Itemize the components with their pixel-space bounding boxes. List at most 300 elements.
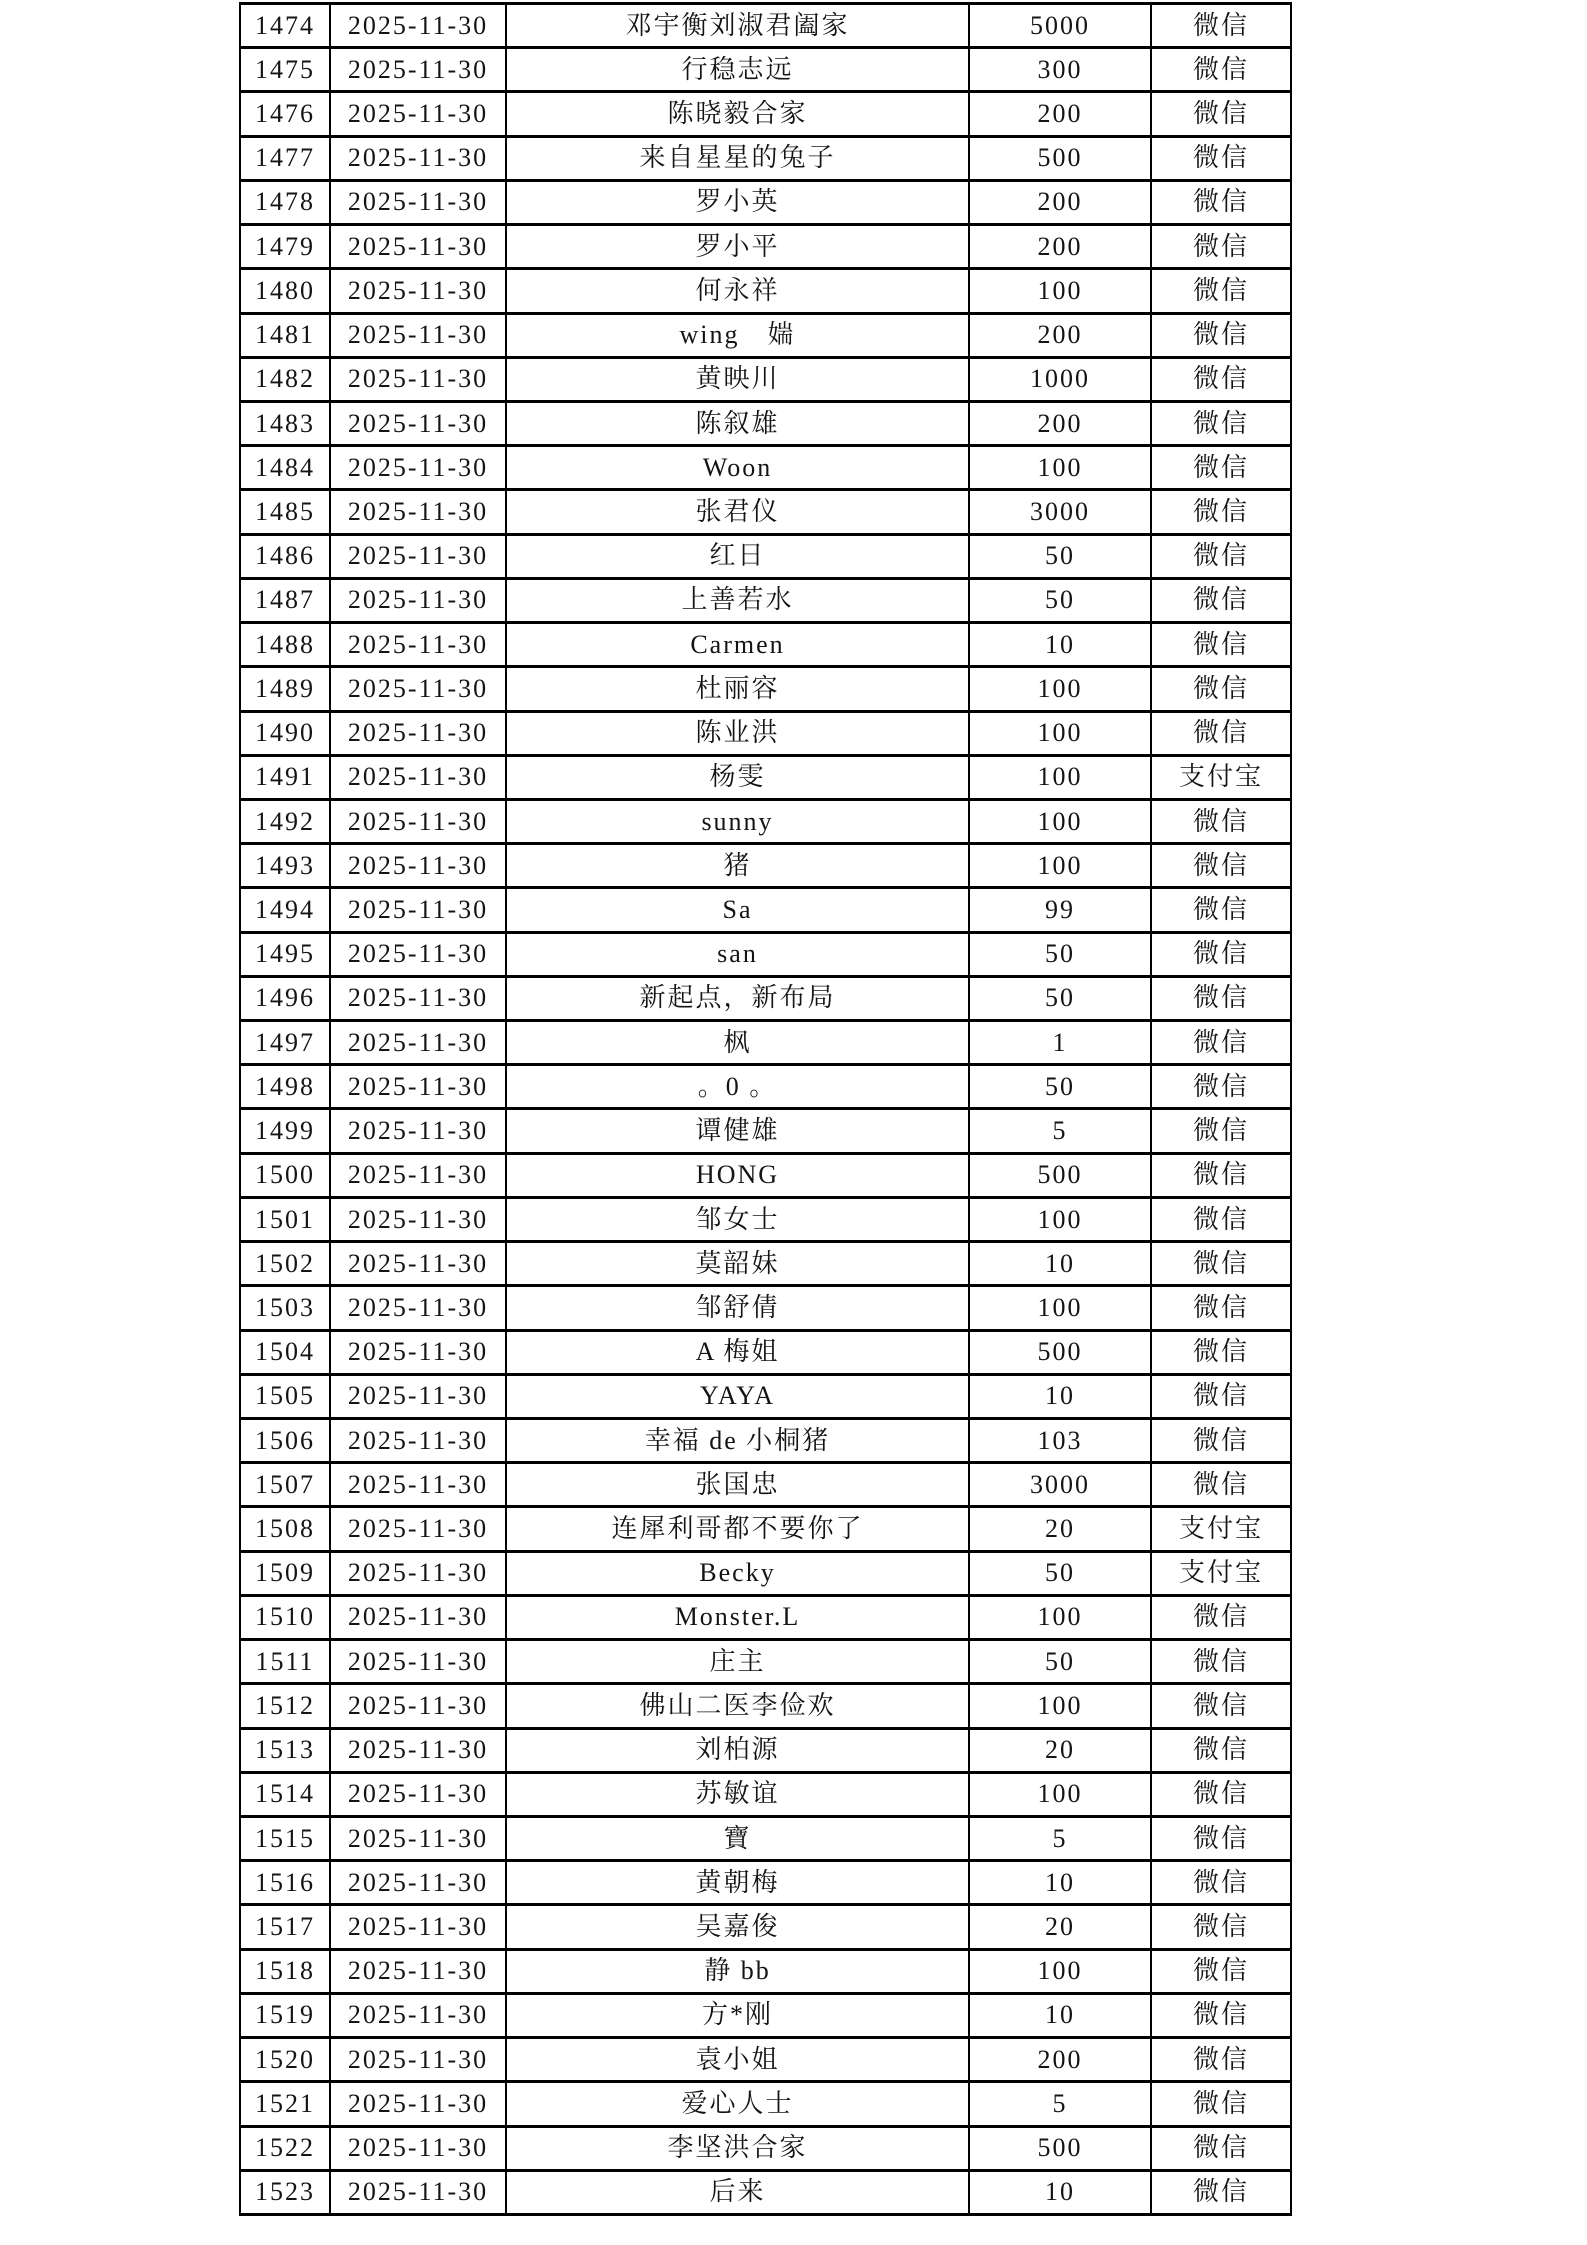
cell-id: 1476 [240,92,330,136]
cell-amount: 100 [969,667,1151,711]
cell-method: 微信 [1151,1286,1291,1330]
cell-date: 2025-11-30 [330,2082,506,2126]
cell-name: 寶 [506,1816,969,1860]
cell-id: 1521 [240,2082,330,2126]
table-row [240,799,1291,843]
table-row [240,1021,1291,1065]
cell-name: 陈业洪 [506,711,969,755]
table-row [240,1772,1291,1816]
cell-amount: 20 [969,1507,1151,1551]
cell-date: 2025-11-30 [330,1905,506,1949]
cell-amount: 103 [969,1419,1151,1463]
cell-amount: 50 [969,578,1151,622]
cell-method: 微信 [1151,1816,1291,1860]
cell-date: 2025-11-30 [330,711,506,755]
cell-date: 2025-11-30 [330,225,506,269]
cell-method: 微信 [1151,1640,1291,1684]
cell-id: 1496 [240,976,330,1020]
donation-table-body [240,4,1291,2215]
cell-method: 微信 [1151,48,1291,92]
cell-id: 1481 [240,313,330,357]
cell-id: 1488 [240,623,330,667]
cell-date: 2025-11-30 [330,1949,506,1993]
table-row [240,755,1291,799]
cell-method: 微信 [1151,1065,1291,1109]
cell-amount: 10 [969,1861,1151,1905]
cell-amount: 10 [969,2170,1151,2214]
table-row [240,2126,1291,2170]
cell-name: 吴嘉俊 [506,1905,969,1949]
cell-amount: 5 [969,1109,1151,1153]
table-row [240,1419,1291,1463]
cell-name: 行稳志远 [506,48,969,92]
cell-date: 2025-11-30 [330,1021,506,1065]
cell-method: 微信 [1151,1374,1291,1418]
cell-amount: 100 [969,1684,1151,1728]
cell-id: 1499 [240,1109,330,1153]
cell-date: 2025-11-30 [330,1153,506,1197]
table-row [240,932,1291,976]
cell-id: 1485 [240,490,330,534]
cell-method: 微信 [1151,2126,1291,2170]
cell-id: 1518 [240,1949,330,1993]
cell-name: 方*刚 [506,1993,969,2037]
cell-method: 微信 [1151,976,1291,1020]
cell-name: HONG [506,1153,969,1197]
cell-name: 庄主 [506,1640,969,1684]
table-row [240,534,1291,578]
cell-amount: 20 [969,1905,1151,1949]
table-row [240,446,1291,490]
cell-date: 2025-11-30 [330,1595,506,1639]
cell-amount: 300 [969,48,1151,92]
cell-method: 微信 [1151,4,1291,48]
table-row [240,1728,1291,1772]
cell-date: 2025-11-30 [330,401,506,445]
table-row [240,225,1291,269]
cell-method: 微信 [1151,2038,1291,2082]
cell-id: 1505 [240,1374,330,1418]
cell-method: 微信 [1151,1949,1291,1993]
table-row [240,1551,1291,1595]
table-row [240,1330,1291,1374]
cell-date: 2025-11-30 [330,534,506,578]
cell-amount: 200 [969,92,1151,136]
cell-method: 微信 [1151,2082,1291,2126]
cell-name: 谭健雄 [506,1109,969,1153]
cell-date: 2025-11-30 [330,180,506,224]
cell-id: 1503 [240,1286,330,1330]
cell-date: 2025-11-30 [330,490,506,534]
cell-name: 猪 [506,844,969,888]
cell-id: 1523 [240,2170,330,2214]
cell-method: 微信 [1151,136,1291,180]
cell-method: 微信 [1151,92,1291,136]
cell-method: 微信 [1151,313,1291,357]
cell-name: 罗小英 [506,180,969,224]
table-row [240,1640,1291,1684]
cell-date: 2025-11-30 [330,578,506,622]
cell-id: 1474 [240,4,330,48]
cell-id: 1492 [240,799,330,843]
cell-amount: 100 [969,755,1151,799]
table-row [240,711,1291,755]
cell-id: 1509 [240,1551,330,1595]
cell-name: 连犀利哥都不要你了 [506,1507,969,1551]
cell-date: 2025-11-30 [330,1507,506,1551]
cell-date: 2025-11-30 [330,2126,506,2170]
table-row [240,2082,1291,2126]
cell-name: 静 bb [506,1949,969,1993]
cell-id: 1502 [240,1242,330,1286]
cell-method: 微信 [1151,1109,1291,1153]
cell-amount: 50 [969,976,1151,1020]
cell-name: 枫 [506,1021,969,1065]
cell-method: 微信 [1151,667,1291,711]
cell-method: 微信 [1151,2170,1291,2214]
cell-date: 2025-11-30 [330,357,506,401]
table-row [240,357,1291,401]
cell-name: 李坚洪合家 [506,2126,969,2170]
cell-id: 1517 [240,1905,330,1949]
cell-amount: 5 [969,1816,1151,1860]
cell-date: 2025-11-30 [330,1197,506,1241]
cell-id: 1516 [240,1861,330,1905]
cell-id: 1519 [240,1993,330,2037]
cell-date: 2025-11-30 [330,844,506,888]
cell-id: 1479 [240,225,330,269]
cell-id: 1522 [240,2126,330,2170]
cell-date: 2025-11-30 [330,1551,506,1595]
cell-date: 2025-11-30 [330,1861,506,1905]
cell-amount: 5000 [969,4,1151,48]
table-row [240,1816,1291,1860]
cell-name: 张君仪 [506,490,969,534]
cell-amount: 100 [969,1595,1151,1639]
cell-amount: 3000 [969,490,1151,534]
table-row [240,1197,1291,1241]
cell-date: 2025-11-30 [330,1816,506,1860]
cell-amount: 200 [969,401,1151,445]
cell-name: Woon [506,446,969,490]
cell-amount: 1000 [969,357,1151,401]
cell-id: 1483 [240,401,330,445]
cell-amount: 50 [969,1640,1151,1684]
cell-amount: 50 [969,1551,1151,1595]
cell-id: 1513 [240,1728,330,1772]
cell-id: 1484 [240,446,330,490]
cell-amount: 200 [969,225,1151,269]
cell-date: 2025-11-30 [330,48,506,92]
cell-date: 2025-11-30 [330,755,506,799]
cell-name: Carmen [506,623,969,667]
cell-name: 。0 。 [506,1065,969,1109]
table-row [240,844,1291,888]
cell-name: 陈叙雄 [506,401,969,445]
cell-name: 新起点，新布局 [506,976,969,1020]
cell-id: 1482 [240,357,330,401]
cell-amount: 200 [969,313,1151,357]
cell-method: 微信 [1151,932,1291,976]
cell-date: 2025-11-30 [330,932,506,976]
cell-date: 2025-11-30 [330,4,506,48]
table-row [240,401,1291,445]
table-row [240,1463,1291,1507]
table-row [240,1286,1291,1330]
cell-date: 2025-11-30 [330,1286,506,1330]
table-row [240,1065,1291,1109]
table-row [240,4,1291,48]
cell-amount: 500 [969,1153,1151,1197]
cell-date: 2025-11-30 [330,92,506,136]
cell-date: 2025-11-30 [330,2170,506,2214]
table-row [240,623,1291,667]
cell-date: 2025-11-30 [330,1109,506,1153]
cell-amount: 100 [969,1286,1151,1330]
cell-name: wing 媏 [506,313,969,357]
cell-id: 1490 [240,711,330,755]
cell-date: 2025-11-30 [330,623,506,667]
donation-table [239,2,1292,2216]
cell-method: 微信 [1151,1684,1291,1728]
cell-id: 1514 [240,1772,330,1816]
cell-method: 微信 [1151,1993,1291,2037]
cell-method: 支付宝 [1151,1551,1291,1595]
cell-amount: 50 [969,1065,1151,1109]
cell-date: 2025-11-30 [330,1463,506,1507]
cell-amount: 10 [969,1374,1151,1418]
cell-name: 后来 [506,2170,969,2214]
cell-name: 苏敏谊 [506,1772,969,1816]
cell-amount: 100 [969,1772,1151,1816]
cell-id: 1489 [240,667,330,711]
cell-date: 2025-11-30 [330,1684,506,1728]
cell-amount: 10 [969,1242,1151,1286]
table-row [240,1507,1291,1551]
cell-name: Sa [506,888,969,932]
table-row [240,976,1291,1020]
table-row [240,1153,1291,1197]
cell-name: sunny [506,799,969,843]
cell-amount: 500 [969,1330,1151,1374]
cell-amount: 200 [969,2038,1151,2082]
cell-date: 2025-11-30 [330,136,506,180]
table-row [240,2170,1291,2214]
cell-name: 罗小平 [506,225,969,269]
cell-name: san [506,932,969,976]
cell-id: 1498 [240,1065,330,1109]
cell-name: 莫韶妹 [506,1242,969,1286]
cell-name: 邹女士 [506,1197,969,1241]
cell-amount: 10 [969,623,1151,667]
cell-id: 1478 [240,180,330,224]
cell-method: 微信 [1151,578,1291,622]
cell-method: 微信 [1151,623,1291,667]
cell-name: 杨雯 [506,755,969,799]
cell-name: 陈晓毅合家 [506,92,969,136]
cell-id: 1495 [240,932,330,976]
cell-id: 1515 [240,1816,330,1860]
table-row [240,1905,1291,1949]
cell-date: 2025-11-30 [330,1419,506,1463]
cell-method: 微信 [1151,225,1291,269]
table-row [240,48,1291,92]
cell-method: 微信 [1151,711,1291,755]
cell-method: 微信 [1151,180,1291,224]
cell-date: 2025-11-30 [330,1640,506,1684]
table-row [240,888,1291,932]
cell-amount: 100 [969,711,1151,755]
cell-method: 微信 [1151,1419,1291,1463]
cell-method: 微信 [1151,1242,1291,1286]
table-row [240,667,1291,711]
cell-method: 微信 [1151,1905,1291,1949]
cell-method: 微信 [1151,534,1291,578]
cell-amount: 500 [969,2126,1151,2170]
cell-date: 2025-11-30 [330,976,506,1020]
cell-date: 2025-11-30 [330,888,506,932]
cell-id: 1486 [240,534,330,578]
table-row [240,269,1291,313]
cell-name: 何永祥 [506,269,969,313]
cell-method: 微信 [1151,1197,1291,1241]
cell-amount: 200 [969,180,1151,224]
cell-method: 微信 [1151,490,1291,534]
table-row [240,313,1291,357]
cell-date: 2025-11-30 [330,1065,506,1109]
cell-amount: 100 [969,269,1151,313]
table-row [240,1861,1291,1905]
cell-id: 1506 [240,1419,330,1463]
cell-name: 佛山二医李俭欢 [506,1684,969,1728]
cell-date: 2025-11-30 [330,1728,506,1772]
cell-id: 1493 [240,844,330,888]
cell-amount: 5 [969,2082,1151,2126]
cell-id: 1500 [240,1153,330,1197]
cell-method: 支付宝 [1151,1507,1291,1551]
cell-date: 2025-11-30 [330,1242,506,1286]
cell-name: 邓宇衡刘淑君阖家 [506,4,969,48]
cell-id: 1494 [240,888,330,932]
cell-method: 微信 [1151,1021,1291,1065]
cell-name: 刘柏源 [506,1728,969,1772]
table-row [240,1684,1291,1728]
cell-date: 2025-11-30 [330,269,506,313]
cell-amount: 100 [969,1197,1151,1241]
cell-method: 微信 [1151,1595,1291,1639]
cell-amount: 50 [969,534,1151,578]
cell-id: 1487 [240,578,330,622]
cell-method: 微信 [1151,1772,1291,1816]
table-row [240,1949,1291,1993]
cell-method: 支付宝 [1151,755,1291,799]
cell-method: 微信 [1151,844,1291,888]
table-row [240,1109,1291,1153]
table-row [240,490,1291,534]
cell-date: 2025-11-30 [330,446,506,490]
cell-id: 1508 [240,1507,330,1551]
cell-amount: 100 [969,1949,1151,1993]
table-row [240,180,1291,224]
cell-name: YAYA [506,1374,969,1418]
cell-name: 杜丽容 [506,667,969,711]
cell-name: 爱心人士 [506,2082,969,2126]
cell-method: 微信 [1151,1728,1291,1772]
cell-name: Becky [506,1551,969,1595]
cell-date: 2025-11-30 [330,1374,506,1418]
cell-date: 2025-11-30 [330,667,506,711]
cell-amount: 100 [969,844,1151,888]
table-row [240,578,1291,622]
cell-amount: 100 [969,799,1151,843]
cell-name: A 梅姐 [506,1330,969,1374]
table-row [240,1595,1291,1639]
cell-id: 1511 [240,1640,330,1684]
cell-method: 微信 [1151,1463,1291,1507]
cell-date: 2025-11-30 [330,1772,506,1816]
cell-amount: 3000 [969,1463,1151,1507]
cell-date: 2025-11-30 [330,1330,506,1374]
cell-amount: 500 [969,136,1151,180]
cell-date: 2025-11-30 [330,1993,506,2037]
cell-id: 1512 [240,1684,330,1728]
cell-amount: 50 [969,932,1151,976]
cell-id: 1480 [240,269,330,313]
table-row [240,1993,1291,2037]
cell-date: 2025-11-30 [330,2038,506,2082]
cell-amount: 20 [969,1728,1151,1772]
cell-amount: 10 [969,1993,1151,2037]
cell-id: 1491 [240,755,330,799]
cell-name: 袁小姐 [506,2038,969,2082]
cell-name: 来自星星的兔子 [506,136,969,180]
cell-id: 1520 [240,2038,330,2082]
cell-name: 张国忠 [506,1463,969,1507]
cell-method: 微信 [1151,269,1291,313]
cell-id: 1475 [240,48,330,92]
cell-id: 1510 [240,1595,330,1639]
cell-name: Monster.L [506,1595,969,1639]
cell-method: 微信 [1151,799,1291,843]
cell-name: 邹舒倩 [506,1286,969,1330]
cell-id: 1507 [240,1463,330,1507]
cell-method: 微信 [1151,1330,1291,1374]
cell-name: 红日 [506,534,969,578]
cell-name: 幸福 de 小桐猪 [506,1419,969,1463]
table-row [240,92,1291,136]
table-row [240,2038,1291,2082]
cell-name: 上善若水 [506,578,969,622]
cell-method: 微信 [1151,401,1291,445]
cell-amount: 100 [969,446,1151,490]
table-row [240,1374,1291,1418]
table-row [240,1242,1291,1286]
cell-amount: 99 [969,888,1151,932]
cell-id: 1504 [240,1330,330,1374]
table-row [240,136,1291,180]
cell-id: 1501 [240,1197,330,1241]
cell-amount: 1 [969,1021,1151,1065]
cell-method: 微信 [1151,1861,1291,1905]
cell-method: 微信 [1151,357,1291,401]
cell-date: 2025-11-30 [330,799,506,843]
cell-id: 1497 [240,1021,330,1065]
cell-date: 2025-11-30 [330,313,506,357]
cell-name: 黄映川 [506,357,969,401]
cell-name: 黄朝梅 [506,1861,969,1905]
cell-method: 微信 [1151,1153,1291,1197]
cell-method: 微信 [1151,446,1291,490]
